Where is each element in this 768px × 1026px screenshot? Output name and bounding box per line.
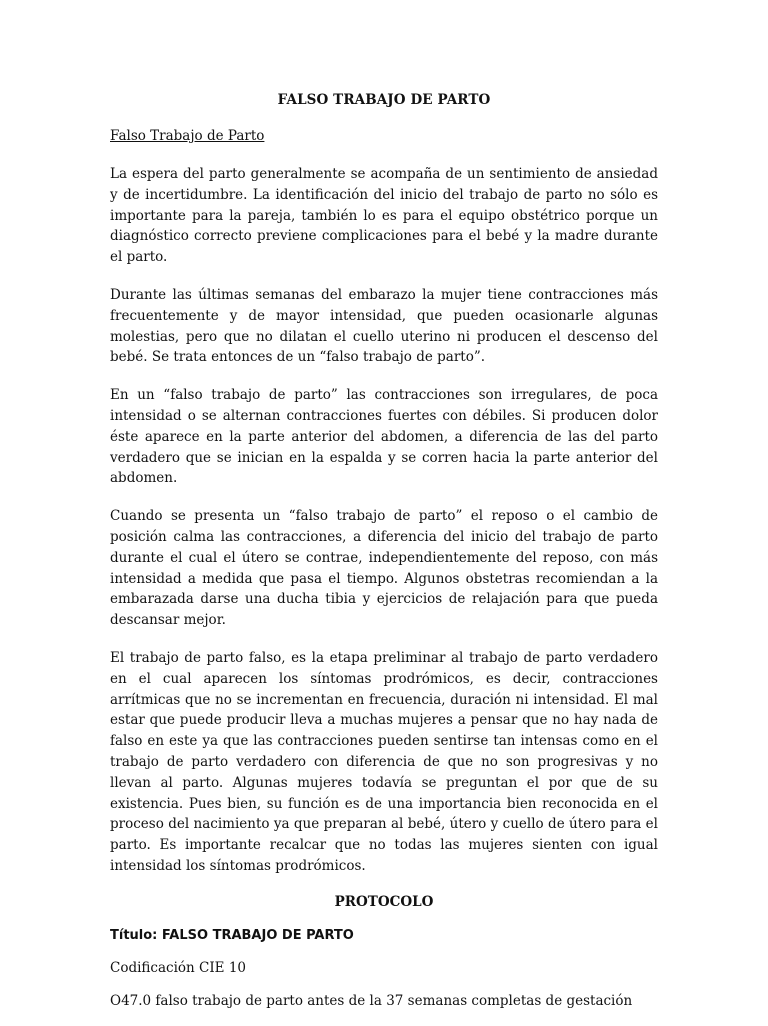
section-subtitle: Falso Trabajo de Parto — [110, 128, 265, 144]
protocol-heading: PROTOCOLO — [334, 893, 434, 910]
paragraph-2: Durante las últimas semanas del embarazo la mujer tiene contracciones más frecuentemente y de mayor intensidad, que pueden ocasionarle algunas molestias, pero que no dilatan el cuello uterino ni producen el descenso del bebé. Se trata entonces de un “falso trabajo de parto”. — [110, 286, 658, 366]
coding-line: O47.0 falso trabajo de parto antes de la 37 semanas completas de gestación — [110, 992, 633, 1009]
paragraph-5: El trabajo de parto falso, es la etapa preliminar al trabajo de parto verdadero en el cual aparecen los síntomas prodrómicos, es decir, contracciones arrítmicas que no se incrementan en frecuencia, duración ni intensidad. El mal estar que puede producir lleva a muchas mujeres a pensar que no hay nada de falso en este ya que las contracciones pueden sentirse tan intensas como en el trabajo de parto verdadero con diferencia de que no son progresivas y no llevan al parto. Algunas mujeres todavía se preguntan el por que de su existencia. Pues bien, su función es de una importancia bien reconocida en el proceso del nacimiento ya que preparan al bebé, útero y cuello de útero para el parto. Es importante recalcar que no todas las mujeres sienten con igual intensidad los síntomas prodrómicos. — [110, 649, 658, 874]
paragraph-3: En un “falso trabajo de parto” las contracciones son irregulares, de poca intensidad o se alternan contracciones fuertes con débiles. Si producen dolor éste aparece en la parte anterior del abdomen, a diferencia de las del parto verdadero que se inician en la espalda y se corren hacia la parte anterior del abdomen. — [110, 387, 658, 487]
document-title: FALSO TRABAJO DE PARTO — [277, 92, 491, 108]
coding-label: Codificación CIE 10 — [110, 959, 247, 976]
paragraph-4: Cuando se presenta un “falso trabajo de parto” el reposo o el cambio de posición calma las contracciones, a diferencia del inicio del trabajo de parto durante el cual el útero se contrae, independientemente del reposo, con más intensidad a medida que pasa el tiempo. Algunos obstetras recomiendan a la embarazada darse una ducha tibia y ejercicios de relajación para que pueda descansar mejor. — [110, 508, 658, 629]
paragraph-1: La espera del parto generalmente se acompaña de un sentimiento de ansiedad y de incertidumbre. La identificación del inicio del trabajo de parto no sólo es importante para la pareja, también lo es para el equipo obstétrico porque un diagnóstico correcto previene complicaciones para el bebé y la madre durante el parto. — [110, 166, 658, 266]
protocol-title — [110, 927, 658, 943]
document-page — [110, 92, 658, 1026]
protocol-title-text: Título: FALSO TRABAJO DE PARTO — [110, 927, 354, 943]
